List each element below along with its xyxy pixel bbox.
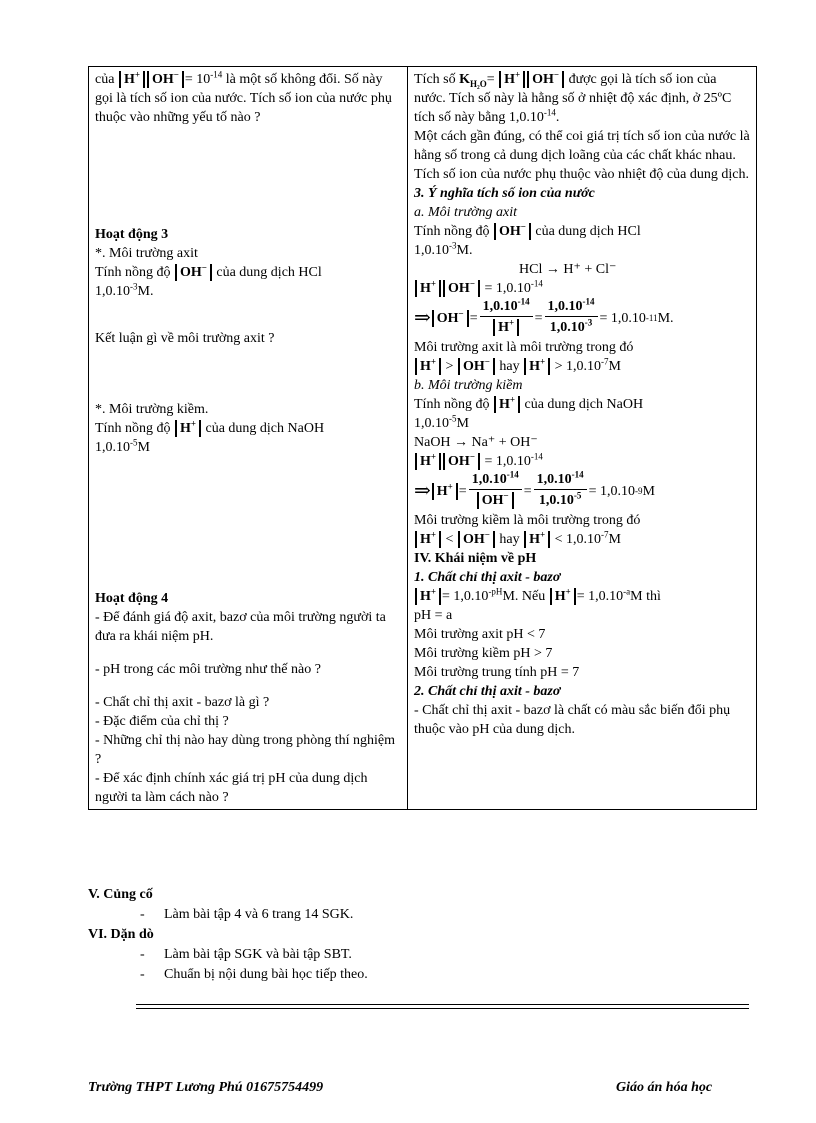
section-3-title: 3. Ý nghĩa tích số ion của nước [414, 186, 595, 201]
kw-definition: Tích số $K_{H_2O}= H^+$ OH− được gọi là tích số ion của nước. Tích số này là hằng số ở nhiệt độ xác định, ở 25ºC tích số này bằng $1,0.10^{-14}$. [414, 69, 732, 125]
acid-reaction: HCl → H⁺ + Cl⁻ [519, 262, 617, 277]
kw-para-2: Một cách gần đúng, có thể coi giá trị tích số ion của nước là hằng số trong cả dung dịch loãng của các chất khác nhau. [414, 129, 750, 163]
section-4-1-title: 1. Chất chỉ thị axit - bazơ [414, 570, 561, 585]
acid-equation: ⇒ OH− = $\frac{1,0.10^{-14}}{H^+}$ = $\frac{1,0.10^{-14}}{1,0.10^{-3}}$ = 1,0.10 -11 M. [414, 296, 674, 336]
section-4-2-title: 2. Chất chỉ thị axit - bazơ [414, 684, 561, 699]
activity-4-q2: - pH trong các môi trường như thế nào ? [95, 662, 321, 677]
activity-4-q1: - Để đánh giá độ axit, bazơ của môi trường người ta đưa ra khái niệm pH. [95, 610, 386, 644]
section-4-title: IV. Khái niệm về pH [414, 551, 537, 566]
section-6-item-2: - Chuẩn bị nội dung bài học tiếp theo. [140, 967, 368, 982]
acid-question: Kết luận gì về môi trường axit ? [95, 331, 275, 346]
left-intro-para: của H+ $OH^- = 10^{-14}$ là một số không đổi. Số này gọi là tích số ion của nước. Tích số ion của nước phụ thuộc vào những yếu tố nào ? [95, 69, 392, 125]
activity-4-q3: - Chất chỉ thị axit - bazơ là gì ? [95, 695, 270, 710]
acid-task: Tính nồng độ OH− của dung dịch HCl [95, 262, 322, 281]
section-5-item: - Làm bài tập 4 và 6 trang 14 SGK. [140, 907, 354, 922]
after-sections [88, 885, 757, 985]
activity-4-q6: - Để xác định chính xác giá trị pH của dung dịch người ta làm cách nào ? [95, 771, 368, 805]
section-5-title: V. Củng cố [88, 887, 153, 902]
base-env-label: *. Môi trường kiềm. [95, 402, 209, 417]
base-equation: ⇒ H+ = $\frac{1,0.10^{-14}}{OH^-}$ = $\frac{1,0.10^{-14}}{1,0.10^{-5}}$ = 1,0.10 -9 M [414, 469, 655, 509]
section-3a-title: a. Môi trường axit [414, 205, 517, 220]
ph-definition: $H^+ = 1,0.10^{-pH}M$. Nếu $H^+ = 1,0.10^{-a}M$ thì [414, 587, 751, 606]
oh-bracket: OH− [147, 71, 184, 88]
section-6-title: VI. Dặn dò [88, 927, 154, 942]
h-bracket: H+ [119, 71, 145, 88]
activity-4-q4: - Đặc điểm của chỉ thị ? [95, 714, 229, 729]
activity-4-title: Hoạt động 4 [95, 591, 169, 606]
double-rule-divider [136, 1004, 749, 1009]
footer-school: Trường THPT Lương Phú 01675754499 [88, 1080, 324, 1095]
base-reaction: NaOH → Na⁺ + OH⁻ [414, 435, 538, 450]
footer-title: Giáo án hóa học [616, 1080, 713, 1095]
base-task: Tính nồng độ H+ của dung dịch NaOH [95, 418, 325, 437]
activity-4-q5: - Những chỉ thị nào hay dùng trong phòng thí nghiệm ? [95, 733, 395, 767]
base-comparison: H+ < OH− hay $H^+ < 1,0.10^{-7}M$ [414, 530, 751, 549]
lesson-table [88, 66, 757, 810]
kw-para-3: Tích số ion của nước phụ thuộc vào nhiệt độ của dung dịch. [414, 167, 749, 182]
section-6-item-1: - Làm bài tập SGK và bài tập SBT. [140, 947, 352, 962]
activity-3-title: Hoạt động 3 [95, 227, 169, 242]
teacher-activity-column: của H+ $OH^- = 10^{-14}$ là một số không đổi. Số này gọi là tích số ion của nước. Tích số ion của nước phụ thuộc vào những yếu tố nào ? Hoạt động 3 *. Môi trường axit Tính nồng độ OH− của dung dịch HCl $1,0.10^{-3}M$. Kết luận gì về môi trường axit ? *. Môi trường kiềm. Tính nồng độ H+ của dung dịch NaOH $1,0.10^{-5}M$ Hoạt động 4 - Để đánh giá độ axit, bazơ của môi trường người ta đưa ra khái niệm pH. - pH trong các môi trường như thế nào ? - Chất chỉ thị axit - bazơ là gì ? - Đặc điểm của chỉ thị ? - Những chỉ thị nào hay dùng trong phòng thí nghiệm ? - Để xác định chính xác giá trị pH của dung dịch người ta làm cách nào ? [89, 67, 408, 810]
acid-comparison: H+ > OH− hay $H^+ > 1,0.10^{-7}M$ [414, 357, 751, 376]
indicator-definition: - Chất chỉ thị axit - bazơ là chất có màu sắc biến đổi phụ thuộc vào pH của dung dịch. [414, 703, 731, 737]
acid-env-label: *. Môi trường axit [95, 246, 198, 261]
content-column: Tích số $K_{H_2O}= H^+$ OH− được gọi là tích số ion của nước. Tích số này là hằng số ở nhiệt độ xác định, ở 25ºC tích số này bằng $1,0.10^{-14}$. Một cách gần đúng, có thể coi giá trị tích số ion của nước là hằng số trong cả dung dịch loãng của các chất khác nhau. Tích số ion của nước phụ thuộc vào nhiệt độ của dung dịch. 3. Ý nghĩa tích số ion của nước a. Môi trường axit Tính nồng độ OH− của dung dịch HCl $1,0.10^{-3}M$. HCl → H⁺ + Cl⁻ H+ $OH^- = 1,0.10^{-14}$ ⇒ OH− = $\frac{1,0.10^{-14}}{H^+}$ = $\frac{1,0.10^{-14}}{1,0.10^{-3}}$ = 1,0.10 -11 M. Môi trường axit là môi trường trong đó H+ > OH− hay $H^+ > 1,0.10^{-7}M$ b. Môi trường kiềm Tính nồng độ H+ của dung dịch NaOH $1,0.10^{-5}M$ NaOH → Na⁺ + OH⁻ H+ $OH^- = 1,0.10^{-14}$ ⇒ H+ = $\frac{1,0.10^{-14}}{OH^-}$ = $\frac{1,0.10^{-14}}{1,0.10^{-5}}$ = 1,0.10 -9 M Môi trường kiềm là môi trường trong đó H+ < OH− hay $H^+ < 1,0.10^{-7}M$ IV. Khái niệm về pH 1. Chất chỉ thị axit - bazơ $H^+ = 1,0.10^{-pH}M$. Nếu $H^+ = 1,0.10^{-a}M$ thì pH = a Môi trường axit pH < 7 Môi trường kiềm pH > 7 Môi trường trung tính pH = 7 2. Chất chỉ thị axit - bazơ - Chất chỉ thị axit - bazơ là chất có màu sắc biến đổi phụ thuộc vào pH của dung dịch. [408, 67, 757, 810]
section-3b-title: b. Môi trường kiềm [414, 378, 523, 393]
